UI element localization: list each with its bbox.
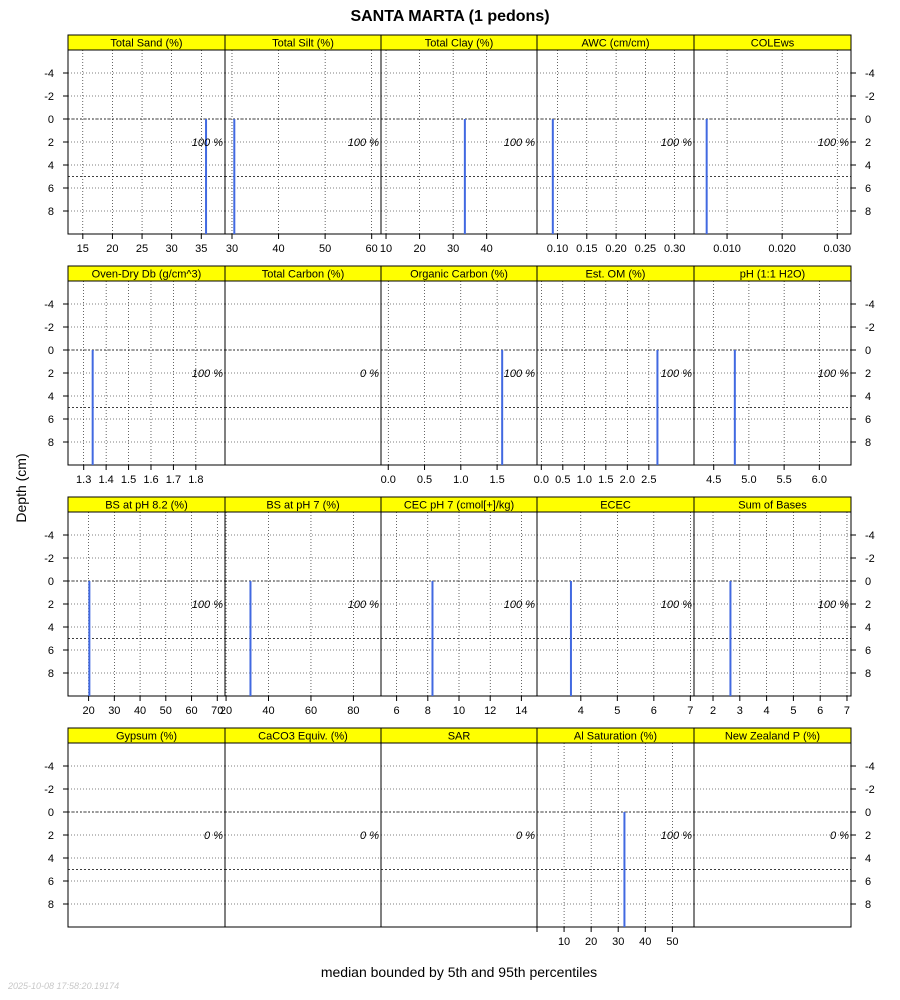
x-tick-label: 0.20 — [605, 243, 627, 255]
panel-strip-label: Sum of Bases — [738, 499, 807, 512]
y-tick-label-left: 8 — [47, 899, 54, 911]
y-tick-label-right: 8 — [865, 668, 872, 680]
x-tick-label: 70 — [211, 705, 224, 717]
y-tick-label-left: -2 — [44, 91, 54, 103]
y-tick-label-right: -2 — [865, 322, 875, 334]
panel — [68, 728, 225, 927]
y-tick-label-left: 8 — [47, 437, 54, 449]
data-coverage-label: 0 % — [830, 830, 849, 842]
x-tick-label: 5 — [790, 705, 797, 717]
panel — [537, 497, 694, 717]
x-tick-label: 4 — [577, 705, 584, 717]
y-tick-label-right: 8 — [865, 437, 872, 449]
x-tick-label: 3 — [736, 705, 743, 717]
x-tick-label: 40 — [262, 705, 275, 717]
data-coverage-label: 100 % — [660, 368, 692, 380]
x-tick-label: 20 — [106, 243, 119, 255]
y-tick-label-left: 6 — [47, 183, 54, 195]
x-tick-label: 0.5 — [416, 474, 433, 486]
x-tick-label: 0.10 — [546, 243, 569, 255]
panel-strip-label: pH (1:1 H2O) — [739, 268, 806, 281]
y-tick-label-left: 2 — [47, 830, 54, 842]
y-tick-label-left: 8 — [47, 206, 54, 218]
x-tick-label: 30 — [225, 243, 239, 255]
x-tick-label: 6 — [393, 705, 400, 717]
x-tick-label: 1.0 — [453, 474, 469, 486]
data-coverage-label: 100 % — [817, 368, 849, 380]
x-tick-label: 1.5 — [598, 474, 614, 486]
y-tick-label-right: 4 — [865, 622, 872, 634]
panel-strip-label: Oven-Dry Db (g/cm^3) — [91, 268, 202, 281]
x-tick-label: 1.5 — [489, 474, 505, 486]
y-tick-label-left: 2 — [47, 599, 54, 611]
y-tick-label-left: 2 — [47, 368, 54, 380]
y-tick-label-right: -2 — [865, 91, 875, 103]
y-tick-label-left: 4 — [47, 622, 54, 634]
data-coverage-label: 100 % — [347, 137, 379, 149]
panel — [68, 35, 225, 255]
x-tick-label: 50 — [318, 243, 332, 255]
y-tick-label-right: 2 — [865, 137, 872, 149]
x-tick-label: 30 — [165, 243, 178, 255]
x-tick-label: 20 — [585, 936, 598, 948]
y-tick-label-left: 0 — [47, 807, 54, 819]
panel-strip-label: CEC pH 7 (cmol[+]/kg) — [403, 499, 515, 512]
x-tick-label: 15 — [76, 243, 89, 255]
x-tick-label: 0.25 — [634, 243, 657, 255]
x-tick-label: 5 — [614, 705, 621, 717]
y-tick-label-left: 6 — [47, 414, 54, 426]
x-tick-label: 20 — [413, 243, 426, 255]
x-axis-label: median bounded by 5th and 95th percentiles — [320, 964, 598, 980]
panel — [537, 35, 694, 255]
panel — [225, 266, 381, 465]
data-coverage-label: 100 % — [191, 137, 223, 149]
y-tick-label-left: -2 — [44, 553, 54, 565]
panel — [68, 497, 225, 717]
panel-strip-label: Total Carbon (%) — [261, 268, 345, 281]
panel — [380, 35, 537, 255]
x-tick-label: 0.0 — [533, 474, 549, 486]
data-coverage-label: 0 % — [360, 368, 379, 380]
x-tick-label: 10 — [557, 936, 571, 948]
panel — [694, 35, 851, 255]
x-tick-label: 25 — [135, 243, 149, 255]
y-tick-label-right: 2 — [865, 599, 872, 611]
x-tick-label: 0.5 — [555, 474, 571, 486]
x-tick-label: 1.7 — [165, 474, 182, 486]
y-tick-label-right: -4 — [865, 299, 875, 311]
y-tick-label-left: -2 — [44, 784, 54, 796]
data-coverage-label: 0 % — [204, 830, 223, 842]
x-tick-label: 50 — [159, 705, 172, 717]
y-tick-label-right: -4 — [865, 761, 875, 773]
y-tick-label-right: 8 — [865, 206, 872, 218]
y-tick-label-left: 2 — [47, 137, 54, 149]
y-tick-label-left: 0 — [47, 576, 54, 588]
x-tick-label: 0.15 — [576, 243, 598, 255]
panel-strip-label: ECEC — [600, 499, 631, 512]
data-coverage-label: 0 % — [360, 830, 379, 842]
panel — [694, 497, 851, 717]
data-coverage-label: 100 % — [817, 137, 849, 149]
y-tick-label-right: -4 — [865, 530, 875, 542]
y-tick-label-right: 6 — [865, 645, 872, 657]
y-tick-label-left: 4 — [47, 853, 54, 865]
panel — [220, 497, 381, 717]
x-tick-label: 80 — [347, 705, 360, 717]
y-tick-label-left: 6 — [47, 645, 54, 657]
x-tick-label: 1.4 — [98, 474, 114, 486]
x-tick-label: 60 — [365, 243, 378, 255]
x-tick-label: 4.5 — [706, 474, 722, 486]
x-tick-label: 0.010 — [713, 243, 741, 255]
x-tick-label: 0.020 — [768, 243, 796, 255]
y-tick-label-right: 2 — [865, 830, 872, 842]
y-tick-label-left: 8 — [47, 668, 54, 680]
x-tick-label: 40 — [133, 705, 147, 717]
data-coverage-label: 100 % — [660, 137, 692, 149]
panel-strip-label: Gypsum (%) — [115, 730, 178, 743]
x-tick-label: 5.0 — [741, 474, 757, 486]
panel-strip-label: COLEws — [750, 37, 795, 50]
panel — [381, 266, 537, 486]
panel — [68, 266, 225, 486]
panel-strip-label: CaCO3 Equiv. (%) — [258, 730, 348, 743]
y-tick-label-left: 4 — [47, 391, 54, 403]
data-coverage-label: 100 % — [503, 368, 535, 380]
y-tick-label-right: 4 — [865, 853, 872, 865]
y-tick-label-right: 0 — [865, 345, 872, 357]
panel-strip-label: Total Clay (%) — [424, 37, 494, 50]
x-tick-label: 60 — [304, 705, 318, 717]
data-coverage-label: 100 % — [660, 830, 692, 842]
y-tick-label-right: 6 — [865, 183, 872, 195]
x-tick-label: 0.0 — [380, 474, 396, 486]
x-tick-label: 7 — [843, 705, 851, 717]
x-tick-label: 0.030 — [823, 243, 851, 255]
x-tick-label: 1.8 — [188, 474, 204, 486]
panel — [225, 35, 381, 255]
x-tick-label: 2.5 — [641, 474, 657, 486]
y-tick-label-left: 0 — [47, 114, 54, 126]
x-tick-label: 50 — [666, 936, 679, 948]
data-coverage-label: 100 % — [503, 137, 535, 149]
data-coverage-label: 100 % — [817, 599, 849, 611]
x-tick-label: 60 — [185, 705, 198, 717]
x-tick-label: 40 — [272, 243, 285, 255]
y-tick-label-right: 0 — [865, 807, 872, 819]
timestamp: 2025-10-08 17:58:20.19174 — [8, 981, 120, 991]
x-tick-label: 20 — [82, 705, 95, 717]
y-tick-label-right: 8 — [865, 899, 872, 911]
x-tick-label: 1.0 — [576, 474, 592, 486]
x-tick-label: 6.0 — [811, 474, 827, 486]
y-tick-label-left: -2 — [44, 322, 54, 334]
chart-title: SANTA MARTA (1 pedons) — [350, 8, 550, 25]
y-tick-label-left: 4 — [47, 160, 54, 172]
y-tick-label-left: -4 — [44, 761, 54, 773]
x-tick-label: 8 — [424, 705, 431, 717]
panel-strip-label: Total Silt (%) — [272, 37, 334, 50]
x-tick-label: 2 — [709, 705, 717, 717]
panel — [694, 728, 851, 927]
x-tick-label: 1.6 — [143, 474, 159, 486]
x-tick-label: 1.3 — [76, 474, 92, 486]
y-tick-label-left: -4 — [44, 68, 54, 80]
panel-strip-label: New Zealand P (%) — [724, 730, 821, 743]
x-tick-label: 30 — [108, 705, 121, 717]
x-tick-label: 14 — [515, 705, 528, 717]
data-coverage-label: 0 % — [516, 830, 535, 842]
panel — [534, 266, 694, 486]
y-tick-label-left: -4 — [44, 299, 54, 311]
x-tick-label: 2.0 — [619, 474, 635, 486]
x-tick-label: 6 — [650, 705, 657, 717]
x-tick-label: 7 — [687, 705, 694, 717]
panel-strip-label: Al Saturation (%) — [573, 730, 658, 743]
y-tick-label-right: -2 — [865, 553, 875, 565]
data-coverage-label: 100 % — [660, 599, 692, 611]
panel-strip-label: AWC (cm/cm) — [581, 37, 650, 50]
y-tick-label-right: 6 — [865, 876, 872, 888]
panels-layer — [44, 35, 875, 948]
panel — [537, 728, 694, 948]
x-tick-label: 40 — [639, 936, 652, 948]
y-tick-label-right: -4 — [865, 68, 875, 80]
y-tick-label-right: 0 — [865, 114, 872, 126]
y-tick-label-right: -2 — [865, 784, 875, 796]
y-tick-label-left: 6 — [47, 876, 54, 888]
x-tick-label: 6 — [817, 705, 824, 717]
x-tick-label: 30 — [612, 936, 625, 948]
y-tick-label-right: 4 — [865, 160, 872, 172]
y-tick-label-left: -4 — [44, 530, 54, 542]
x-tick-label: 5.5 — [776, 474, 792, 486]
y-tick-label-right: 4 — [865, 391, 872, 403]
panel — [381, 497, 537, 717]
x-tick-label: 40 — [480, 243, 493, 255]
x-tick-label: 30 — [447, 243, 460, 255]
y-axis-label: Depth (cm) — [13, 453, 29, 523]
panel-strip-label: BS at pH 7 (%) — [266, 499, 340, 512]
panel-strip-label: SAR — [447, 730, 471, 743]
data-coverage-label: 100 % — [191, 599, 223, 611]
x-tick-label: 1.5 — [120, 474, 137, 486]
y-tick-label-right: 2 — [865, 368, 872, 380]
data-coverage-label: 100 % — [347, 599, 379, 611]
panel-strip-label: Est. OM (%) — [585, 268, 646, 281]
panel — [381, 728, 537, 927]
panel-strip-label: BS at pH 8.2 (%) — [105, 499, 188, 512]
panel-strip-label: Total Sand (%) — [110, 37, 183, 50]
x-tick-label: 4 — [763, 705, 770, 717]
x-tick-label: 10 — [379, 243, 393, 255]
x-tick-label: 12 — [484, 705, 497, 717]
y-tick-label-right: 6 — [865, 414, 872, 426]
y-tick-label-left: 0 — [47, 345, 54, 357]
data-coverage-label: 100 % — [191, 368, 223, 380]
x-tick-label: 0.30 — [663, 243, 686, 255]
x-tick-label: 35 — [195, 243, 208, 255]
panel — [225, 728, 381, 927]
y-tick-label-right: 0 — [865, 576, 872, 588]
x-tick-label: 10 — [452, 705, 466, 717]
data-coverage-label: 100 % — [503, 599, 535, 611]
x-tick-label: 20 — [219, 705, 233, 717]
panel — [694, 266, 851, 486]
panel-strip-label: Organic Carbon (%) — [410, 268, 508, 281]
